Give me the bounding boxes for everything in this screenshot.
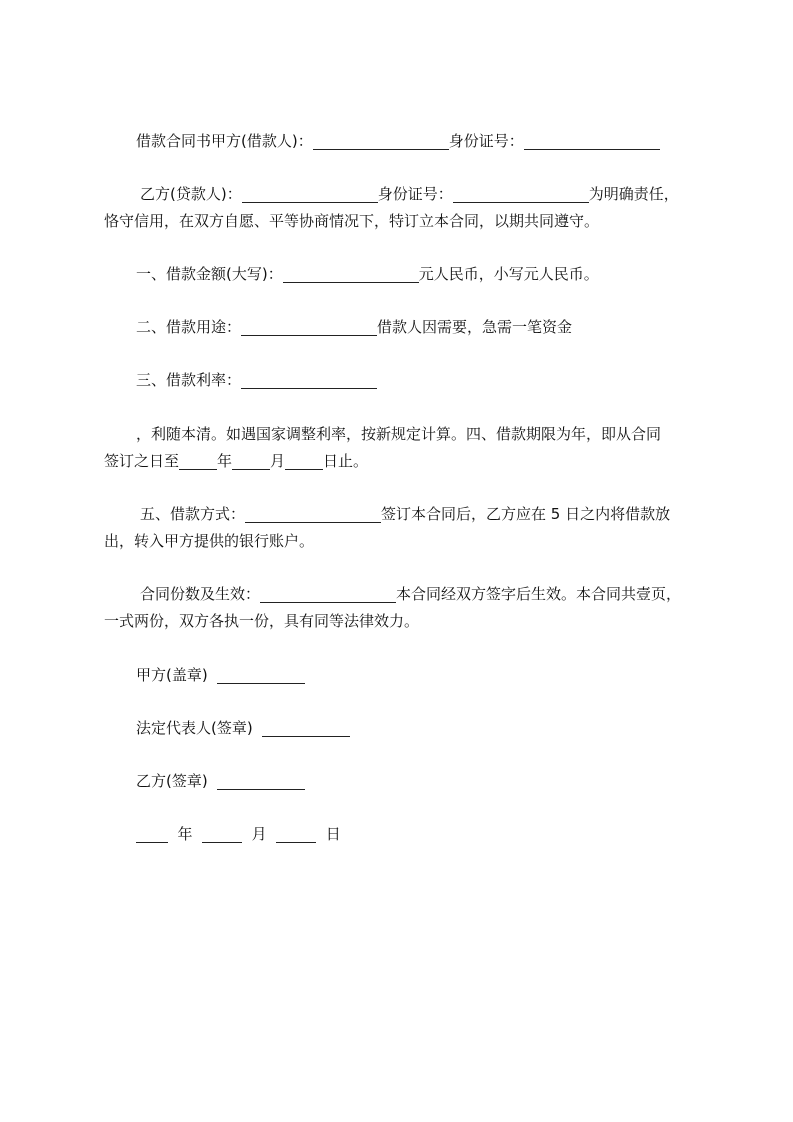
term-month: 月 (270, 452, 286, 470)
rate-label: 三、借款利率： (136, 371, 242, 389)
section-copies-line-2: 一式两份，双方各执一份，具有同等法律效力。 (104, 612, 420, 630)
date-day: 日 (325, 825, 341, 843)
term-year: 年 (217, 452, 233, 470)
section-purpose (104, 312, 694, 342)
party-a-id-label: 身份证号： (448, 132, 524, 150)
party-a-seal-blank (217, 665, 305, 684)
legal-rep-label: 法定代表人(签章) (136, 719, 253, 737)
date-line (104, 819, 694, 849)
party-b-name-blank (242, 184, 378, 203)
term-start: 签订之日至 (104, 452, 180, 470)
copies-tail: 本合同经双方签字后生效。本合同共壹页， (396, 585, 682, 603)
date-year-blank (136, 824, 168, 843)
party-a-name-blank (313, 131, 449, 150)
legal-rep-blank (262, 718, 350, 737)
purpose-blank (241, 317, 377, 336)
party-b-id-blank (453, 184, 589, 203)
section-amount (104, 259, 694, 289)
term-day-blank (285, 451, 323, 470)
party-b-id-label: 身份证号： (377, 185, 453, 203)
date-day-blank (276, 824, 316, 843)
purpose-tail: 借款人因需要，急需一笔资金 (377, 318, 573, 336)
section-method-line-1 (104, 499, 694, 529)
term-day-end: 日止。 (323, 452, 369, 470)
intro-end: 为明确责任， (588, 185, 679, 203)
party-a-label: 借款合同书甲方(借款人)： (136, 132, 313, 150)
date-month-blank (202, 824, 242, 843)
date-month: 月 (251, 825, 267, 843)
term-month-blank (232, 451, 270, 470)
signature-legal-rep (104, 713, 694, 743)
intro-line-2: 恪守信用，在双方自愿、平等协商情况下，特订立本合同，以期共同遵守。 (104, 212, 600, 230)
party-a-id-blank (524, 131, 660, 150)
party-b-label: 乙方(贷款人)： (140, 185, 242, 203)
section-rate (104, 365, 694, 395)
term-year-blank (179, 451, 217, 470)
amount-label: 一、借款金额(大写)： (136, 265, 283, 283)
section-method-line-2: 出，转入甲方提供的银行账户。 (104, 532, 315, 550)
party-a-line (104, 126, 694, 156)
signature-party-b (104, 766, 694, 796)
section-copies-line-1 (104, 579, 694, 609)
method-label: 五、借款方式： (140, 505, 246, 523)
method-blank (245, 504, 381, 523)
copies-blank (260, 584, 396, 603)
section-term-line-1 (104, 419, 694, 449)
term-text: ，利随本清。如遇国家调整利率，按新规定计算。四、借款期限为年，即从合同 (136, 425, 662, 443)
section-term-line-2 (104, 446, 694, 476)
purpose-label: 二、借款用途： (136, 318, 242, 336)
amount-tail: 元人民币，小写元人民币。 (418, 265, 599, 283)
rate-blank (241, 370, 377, 389)
amount-blank (283, 264, 419, 283)
party-b-sign-blank (217, 771, 305, 790)
party-a-seal-label: 甲方(盖章) (136, 666, 208, 684)
copies-label: 合同份数及生效： (140, 585, 261, 603)
date-year: 年 (177, 825, 193, 843)
method-tail: 签订本合同后，乙方应在 5 日之内将借款放 (381, 505, 671, 523)
party-b-line (104, 179, 694, 209)
party-b-sign-label: 乙方(签章) (136, 772, 208, 790)
signature-party-a (104, 660, 694, 690)
